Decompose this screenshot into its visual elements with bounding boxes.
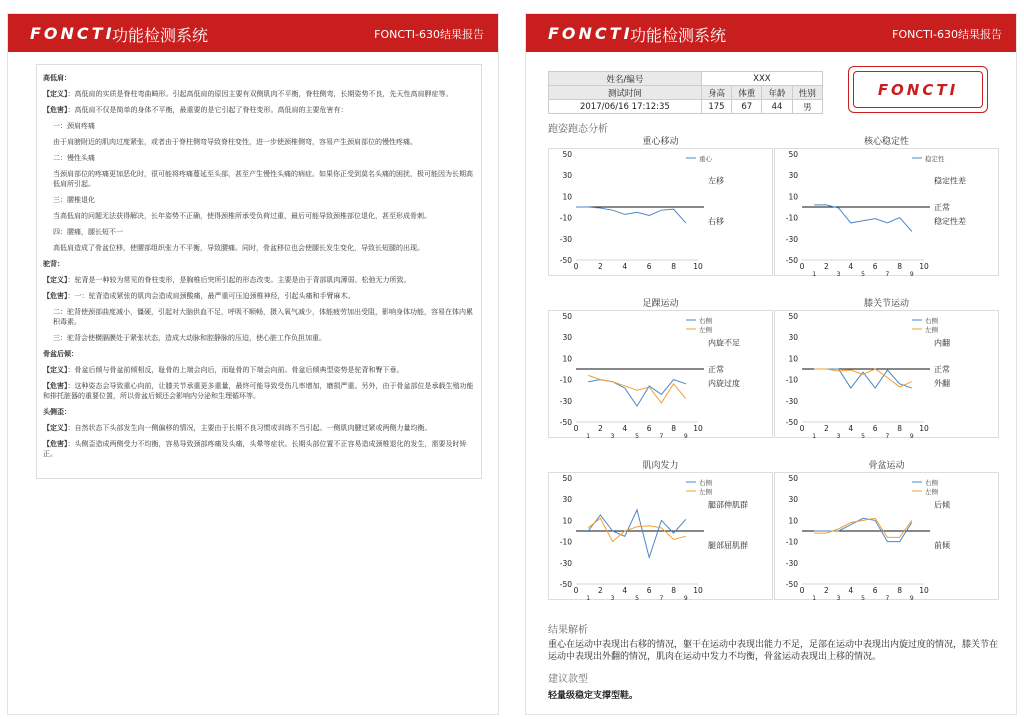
chart-muscle-force xyxy=(548,458,773,601)
chart-annotation: 稳定性差 xyxy=(934,216,966,226)
section-paragraph xyxy=(43,243,475,253)
chart-annotation: 内翻 xyxy=(934,338,950,348)
chart-svg xyxy=(548,472,773,600)
x-minor-tick-label: 3 xyxy=(836,271,841,276)
chart-title: 骨盆运动 xyxy=(868,461,905,471)
y-tick-label: 10 xyxy=(788,192,798,202)
y-tick-label: -10 xyxy=(785,213,798,223)
x-tick-label: 0 xyxy=(799,586,805,595)
section-heading: 骨盆后倾： xyxy=(43,350,78,358)
paragraph-label: 【危害】 xyxy=(43,382,68,390)
x-tick-label: 4 xyxy=(848,262,854,271)
paragraph-text: 一：颈肩疼痛 xyxy=(53,122,95,130)
y-tick-label: 30 xyxy=(562,333,572,343)
x-minor-tick-label: 3 xyxy=(836,595,841,600)
paragraph-text: ：高低肩的实质是脊柱弯曲畸形。引起高低肩的原因主要有双侧肌肉不平衡，脊柱侧弯，长期姿势不良，先天性高肩胛症等。 xyxy=(67,90,453,98)
height-value: 175 xyxy=(701,100,731,114)
chart-annotation: 稳定性差 xyxy=(934,176,966,186)
y-tick-label: 50 xyxy=(788,312,798,321)
section-paragraph xyxy=(43,381,475,401)
report-page-left xyxy=(8,14,498,714)
x-minor-tick-label: 1 xyxy=(812,271,817,276)
x-tick-label: 6 xyxy=(646,424,652,433)
legend-label: 左侧 xyxy=(699,326,712,334)
legend-label: 左侧 xyxy=(925,326,938,334)
x-minor-tick-label: 7 xyxy=(885,433,890,438)
x-minor-tick-label: 1 xyxy=(812,433,817,438)
x-tick-label: 10 xyxy=(693,586,703,595)
chart-annotation: 内旋不足 xyxy=(708,338,740,348)
x-tick-label: 2 xyxy=(824,262,829,271)
x-minor-tick-label: 3 xyxy=(610,595,615,600)
x-minor-tick-label: 7 xyxy=(885,595,890,600)
paragraph-text: 三：驼背会使横膈膜处于紧张状态，造成大动脉和腔静脉的压迫，使心脏工作负担加重。 xyxy=(53,334,326,342)
y-tick-label: 10 xyxy=(788,516,798,526)
chart-frame xyxy=(549,149,773,276)
weight-label: 体重 xyxy=(732,86,762,100)
paragraph-label: 【定义】 xyxy=(43,90,68,98)
section-paragraph xyxy=(43,105,475,115)
x-minor-tick-label: 5 xyxy=(861,271,865,276)
x-tick-label: 6 xyxy=(872,586,878,595)
height-label: 身高 xyxy=(701,86,731,100)
x-minor-tick-label: 5 xyxy=(861,595,865,600)
paragraph-text: 高低肩造成了骨盆位移，使腰部组织张力不平衡，导致腰痛。同时，骨盆移位也会使腿长发生变化，导致长短腿的出现。 xyxy=(53,244,424,252)
chart-svg xyxy=(774,472,999,600)
section-paragraph xyxy=(43,439,475,459)
section-heading: 头侧歪： xyxy=(43,408,71,416)
gender-value: 男 xyxy=(792,100,822,114)
chart-title: 重心移动 xyxy=(642,137,679,147)
chart-frame xyxy=(775,311,999,438)
y-tick-label: 10 xyxy=(562,354,572,364)
x-minor-tick-label: 5 xyxy=(635,595,639,600)
x-tick-label: 4 xyxy=(622,262,628,271)
y-tick-label: -50 xyxy=(559,418,572,427)
paragraph-label: 【危害】 xyxy=(43,106,68,114)
x-minor-tick-label: 7 xyxy=(885,271,890,276)
y-tick-label: -30 xyxy=(785,396,798,406)
chart-title: 足踝运动 xyxy=(642,299,679,309)
x-minor-tick-label: 7 xyxy=(659,595,664,600)
y-tick-label: 10 xyxy=(562,192,572,202)
y-tick-label: 10 xyxy=(788,354,798,364)
x-tick-label: 8 xyxy=(671,424,676,433)
y-tick-label: -30 xyxy=(559,234,572,244)
x-tick-label: 2 xyxy=(824,586,829,595)
section-paragraph xyxy=(43,121,475,131)
x-tick-label: 10 xyxy=(919,262,929,271)
paragraph-text: 四：腰痛，腿长短不一 xyxy=(53,228,123,236)
chart-annotation: 左移 xyxy=(708,176,724,186)
time-label: 测试时间 xyxy=(549,86,702,100)
y-tick-label: -50 xyxy=(559,256,572,265)
x-tick-label: 0 xyxy=(573,262,579,271)
x-minor-tick-label: 3 xyxy=(610,433,615,438)
x-tick-label: 8 xyxy=(897,424,902,433)
y-tick-label: 30 xyxy=(562,495,572,505)
legend-label: 重心 xyxy=(699,155,712,163)
x-minor-tick-label: 3 xyxy=(836,433,841,438)
brand-logo: FONCTI xyxy=(853,71,983,108)
chart-annotation: 前倾 xyxy=(934,540,950,550)
y-tick-label: -30 xyxy=(559,558,572,568)
paragraph-text: ：骨盆后倾与骨盆前倾相反，耻骨的上端会向后，而耻骨的下端会向前。骨盆后倾典型姿势是驼背和臀下垂。 xyxy=(67,366,404,374)
y-tick-label: 30 xyxy=(788,333,798,343)
page-header xyxy=(526,14,1016,52)
brand-logo: FONCTI xyxy=(30,24,115,43)
y-tick-label: -10 xyxy=(785,375,798,385)
paragraph-text: 二：驼背使颈部曲度减小，僵硬，引起对大脑供血不足，呼吸不顺畅，摄入氧气减少，体能疲劳加出受阻，影响身体功能，容易在体内累积毒素。 xyxy=(53,308,473,326)
section-paragraph xyxy=(43,291,475,301)
x-minor-tick-label: 9 xyxy=(909,595,914,600)
x-minor-tick-label: 1 xyxy=(586,595,591,600)
x-tick-label: 10 xyxy=(693,424,703,433)
chart-svg xyxy=(774,148,999,276)
x-tick-label: 4 xyxy=(848,424,854,433)
legend-label: 稳定性 xyxy=(925,155,945,163)
chart-center-of-gravity xyxy=(548,134,773,277)
chart-annotation: 外翻 xyxy=(934,378,950,388)
y-tick-label: -50 xyxy=(785,418,798,427)
y-tick-label: -10 xyxy=(559,537,572,547)
x-tick-label: 10 xyxy=(919,424,929,433)
y-tick-label: 50 xyxy=(788,474,798,483)
x-minor-tick-label: 7 xyxy=(659,433,664,438)
section-paragraph xyxy=(43,333,475,343)
paragraph-label: 【危害】 xyxy=(43,292,68,300)
paragraph-label: 【定义】 xyxy=(43,424,68,432)
x-tick-label: 0 xyxy=(799,262,805,271)
gait-section-title: 跑姿跑态分析 xyxy=(548,124,608,135)
x-tick-label: 0 xyxy=(799,424,805,433)
legend-label: 右侧 xyxy=(925,479,938,487)
x-minor-tick-label: 5 xyxy=(861,433,865,438)
x-tick-label: 10 xyxy=(693,262,703,271)
x-tick-label: 6 xyxy=(646,586,652,595)
x-tick-label: 4 xyxy=(622,586,628,595)
x-tick-label: 8 xyxy=(671,586,676,595)
chart-title: 核心稳定性 xyxy=(863,137,909,147)
legend-label: 右侧 xyxy=(925,317,938,325)
legend-label: 右侧 xyxy=(699,317,712,325)
chart-frame xyxy=(775,149,999,276)
section-paragraph xyxy=(43,169,475,189)
paragraph-text: 三：腰椎退化 xyxy=(53,196,95,204)
y-tick-label: -10 xyxy=(559,375,572,385)
y-tick-label: 10 xyxy=(562,516,572,526)
section-paragraph xyxy=(43,275,475,285)
paragraph-label: 【定义】 xyxy=(43,276,68,284)
system-title: 功能检测系统 xyxy=(112,26,209,45)
x-tick-label: 0 xyxy=(573,586,579,595)
patient-info-table xyxy=(548,71,823,114)
page-header xyxy=(8,14,498,52)
paragraph-text: 由于肩膀附近的肌肉过度紧张，或者由于脊柱侧弯导致脊柱变性，进一步使颈椎侧弯，容易产生颈肩部位的慢性疼痛。 xyxy=(53,138,417,146)
section-paragraph xyxy=(43,365,475,375)
posture-explanations xyxy=(36,64,482,479)
x-tick-label: 10 xyxy=(919,586,929,595)
section-paragraph xyxy=(43,89,475,99)
y-tick-label: -50 xyxy=(785,256,798,265)
result-section-title: 结果解析 xyxy=(548,625,588,636)
chart-frame xyxy=(549,473,773,600)
x-minor-tick-label: 1 xyxy=(812,595,817,600)
x-tick-label: 0 xyxy=(573,424,579,433)
x-tick-label: 8 xyxy=(897,586,902,595)
section-heading: 驼背： xyxy=(43,260,64,268)
chart-annotation: 正常 xyxy=(934,203,950,212)
name-value: XXX xyxy=(701,72,822,86)
paragraph-text: ：高低肩不仅是简单的身体不平衡，最重要的是它引起了脊柱变形。高低肩的主要危害有： xyxy=(67,106,348,114)
y-tick-label: -30 xyxy=(785,558,798,568)
paragraph-label: 【危害】 xyxy=(43,440,68,448)
paragraph-text: 当高低肩的问题无法获得解决，长年姿势不正确，使得颈椎所承受负荷过重，最后可能导致颈椎部位退化，甚至形成骨刺。 xyxy=(53,212,431,220)
system-title: 功能检测系统 xyxy=(630,26,727,45)
report-title: FONCTI-630结果报告 xyxy=(374,28,484,41)
section-paragraph xyxy=(43,423,475,433)
age-label: 年龄 xyxy=(762,86,792,100)
x-tick-label: 8 xyxy=(671,262,676,271)
x-tick-label: 6 xyxy=(872,424,878,433)
weight-value: 67 xyxy=(732,100,762,114)
report-page-right xyxy=(526,14,1016,714)
section-paragraph xyxy=(43,137,475,147)
legend-label: 左侧 xyxy=(699,488,712,496)
paragraph-text: ：自然状态下头部发生向一侧偏移的情况，主要由于长期不良习惯或训练不当引起。一侧肌肉腱过紧或两侧力量均衡。 xyxy=(67,424,432,432)
y-tick-label: 30 xyxy=(562,171,572,181)
y-tick-label: 50 xyxy=(562,474,572,483)
y-tick-label: -50 xyxy=(785,580,798,589)
chart-ankle-movement xyxy=(548,296,773,439)
chart-annotation: 腿部屈肌群 xyxy=(708,540,748,550)
age-value: 44 xyxy=(762,100,792,114)
chart-title: 膝关节运动 xyxy=(863,299,909,309)
paragraph-text: 二：慢性头痛 xyxy=(53,154,95,162)
x-minor-tick-label: 9 xyxy=(683,433,688,438)
x-tick-label: 2 xyxy=(598,586,603,595)
y-tick-label: -10 xyxy=(785,537,798,547)
x-minor-tick-label: 5 xyxy=(635,433,639,438)
chart-annotation: 腿部伸肌群 xyxy=(708,500,748,510)
section-paragraph xyxy=(43,153,475,163)
chart-svg xyxy=(774,310,999,438)
paragraph-text: 当颈肩部位的疼痛更加恶化时，很可能将疼痛蔓延至头部，甚至产生慢性头痛的病症。如果你正受到莫名头痛的困扰，极可能因为长期高低肩所引起。 xyxy=(53,170,473,188)
chart-annotation: 正常 xyxy=(708,365,724,374)
chart-pelvis-movement xyxy=(774,458,999,601)
x-tick-label: 8 xyxy=(897,262,902,271)
section-paragraph xyxy=(43,307,475,327)
chart-annotation: 内旋过度 xyxy=(708,378,740,388)
y-tick-label: 30 xyxy=(788,495,798,505)
section-paragraph xyxy=(43,195,475,205)
x-tick-label: 6 xyxy=(872,262,878,271)
x-minor-tick-label: 1 xyxy=(586,433,591,438)
y-tick-label: -30 xyxy=(559,396,572,406)
y-tick-label: 50 xyxy=(562,312,572,321)
name-label: 姓名/编号 xyxy=(549,72,702,86)
y-tick-label: -30 xyxy=(785,234,798,244)
chart-annotation: 后倾 xyxy=(934,500,950,510)
y-tick-label: 50 xyxy=(562,150,572,159)
y-tick-label: 30 xyxy=(788,171,798,181)
gender-label: 性别 xyxy=(792,86,822,100)
paragraph-label: 【定义】 xyxy=(43,366,68,374)
y-tick-label: -50 xyxy=(559,580,572,589)
x-tick-label: 2 xyxy=(598,424,603,433)
legend-label: 左侧 xyxy=(925,488,938,496)
brand-logo-box xyxy=(848,66,988,113)
result-text: 重心在运动中表现出右移的情况，躯干在运动中表现出能力不足，足部在运动中表现出内旋过度的情况，膝关节在运动中表现出外翻的情况，肌肉在运动中发力不均衡，骨盆运动表现出上移的情况。 xyxy=(548,640,999,662)
chart-knee-movement xyxy=(774,296,999,439)
x-tick-label: 4 xyxy=(848,586,854,595)
x-minor-tick-label: 9 xyxy=(909,271,914,276)
chart-annotation: 右移 xyxy=(708,216,724,226)
legend-label: 右侧 xyxy=(699,479,712,487)
paragraph-text: ：一：驼背造成紧张的肌肉会造成肩颈酸痛，最严重可压迫颈椎神经，引起头痛和手臂麻木。 xyxy=(67,292,355,300)
chart-annotation: 正常 xyxy=(934,365,950,374)
x-minor-tick-label: 9 xyxy=(909,433,914,438)
section-paragraph xyxy=(43,227,475,237)
x-tick-label: 6 xyxy=(646,262,652,271)
x-minor-tick-label: 9 xyxy=(683,595,688,600)
chart-core-stability xyxy=(774,134,999,277)
x-tick-label: 2 xyxy=(598,262,603,271)
paragraph-text: ：驼背是一种较为常见的脊柱变形，是胸椎后突所引起的形态改变。主要是由于背部肌肉薄弱、松弛无力所致。 xyxy=(67,276,411,284)
paragraph-text: ：这种姿态会导致重心向前，让膝关节承重更多重量，最终可能导致受伤几率增加，磨损严重。另外，由于骨盆部位是承载生殖功能和排托脏器的重要位置，所以骨盆后倾还会影响内分泌和生理循环等。 xyxy=(43,382,474,400)
paragraph-text: ：头侧歪造成两侧受力不均衡，容易导致颈部疼痛及头痛，头晕等症状。长期头部位置不正容易造成颈椎退化的发生，需要及时矫正。 xyxy=(43,440,467,458)
time-value: 2017/06/16 17:12:35 xyxy=(549,100,702,114)
section-paragraph xyxy=(43,211,475,221)
chart-frame xyxy=(549,311,773,438)
x-tick-label: 4 xyxy=(622,424,628,433)
x-tick-label: 2 xyxy=(824,424,829,433)
suggest-section-title: 建议款型 xyxy=(548,674,588,685)
suggest-text: 轻量级稳定支撑型鞋。 xyxy=(548,691,639,701)
brand-logo: FONCTI xyxy=(548,24,633,43)
report-title: FONCTI-630结果报告 xyxy=(892,28,1002,41)
chart-svg xyxy=(548,148,773,276)
chart-svg xyxy=(548,310,773,438)
section-heading: 高低肩： xyxy=(43,74,71,82)
y-tick-label: -10 xyxy=(559,213,572,223)
chart-title: 肌肉发力 xyxy=(642,461,679,471)
y-tick-label: 50 xyxy=(788,150,798,159)
